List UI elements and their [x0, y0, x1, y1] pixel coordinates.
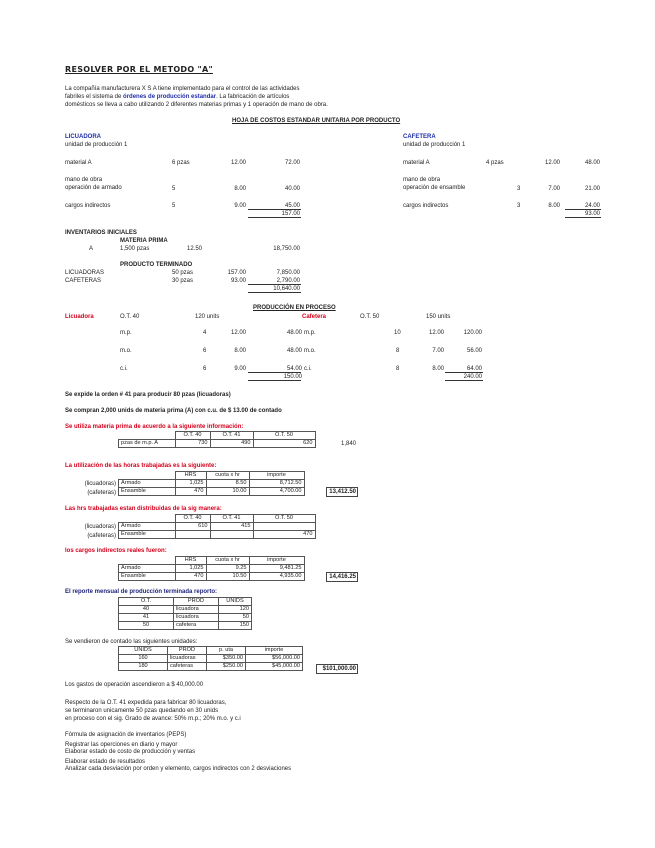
hrs-use-heading: La utilización de las horas trabajadas es la siguiente: [65, 463, 217, 469]
ci-total: 14,416.25 [329, 574, 356, 580]
proc-r2-label2: m.o. [304, 348, 316, 354]
ci-r1-label: Armado [119, 565, 176, 573]
hrs-use-r1-hrs: 1,025 [175, 480, 206, 488]
ci-r1-importe: 9,481.25 [249, 565, 304, 573]
proceso-licuadora: Licuadora [65, 314, 94, 320]
report-r2-units: 50 [219, 614, 252, 622]
hrs-dist-table [118, 514, 316, 539]
pt-sum-line [248, 284, 301, 285]
proc-r3-qty: 6 [203, 366, 207, 372]
proc-lic-sum: 150.00 [283, 374, 302, 380]
intro-line-1: La compañía manufacturera X S A tiene implementado para el control de las actividades [65, 86, 300, 92]
hrs-use-r2-hrs: 470 [175, 488, 206, 496]
licuadora-r1-qty: 6 pzas [172, 160, 190, 166]
report-r3-prod: cafetera [174, 622, 219, 630]
proc-r1-price: 12.00 [230, 330, 246, 336]
proc-r1-total2: 120.00 [463, 330, 482, 336]
cafetera-r2-total: 21.00 [584, 186, 600, 192]
licuadora-r2-total: 40.00 [284, 186, 300, 192]
ci-header-hrs: HRS [175, 557, 206, 565]
mp-use-ot41: 490 [210, 440, 253, 448]
mp-use-ot50: 620 [253, 440, 315, 448]
hrs-use-table [118, 471, 305, 496]
sales-header-importe: importe [246, 647, 303, 655]
final-line-4: Elaborar estado de resultados [65, 759, 146, 765]
intro-highlight: órdenes de producción estandar [123, 94, 217, 100]
hrs-use-header-importe: importe [249, 472, 304, 480]
proc-r3-label2: c.i. [304, 366, 312, 372]
proc-r3-total: 54.00 [286, 366, 302, 372]
cafetera-r1-price: 12.00 [544, 160, 560, 166]
cafetera-heading: CAFETERA [403, 134, 436, 140]
page-title: RESOLVER POR EL METODO "A" [65, 65, 213, 74]
report-header-ot: O.T. [119, 598, 174, 606]
proc-r1-qty: 4 [203, 330, 207, 336]
proceso-lic-units: 120 units [195, 314, 220, 320]
sales-r1-importe: $56,000.00 [246, 655, 303, 663]
hrs-dist-header-2: O.T. 41 [210, 515, 253, 523]
cafetera-r1-total: 48.00 [584, 160, 600, 166]
hrs-use-header-hrs: HRS [175, 472, 206, 480]
mp-use-ot40: 730 [175, 440, 210, 448]
cafetera-r2-price: 7.00 [548, 186, 560, 192]
pt-sum-underline [248, 292, 301, 293]
cafetera-r1-qty: 4 pzas [486, 160, 504, 166]
licuadora-r1-price: 12.00 [230, 160, 246, 166]
report-r2-prod: licuadora [174, 614, 219, 622]
respecto-line-3: en proceso con el sig. Grado de avance: 50% m.p.; 20% m.o. y c.i [65, 716, 241, 722]
proc-r3-qty2: 8 [396, 366, 400, 372]
proc-r3-price2: 8.00 [432, 366, 444, 372]
licuadora-r2-label: operación de armado [65, 185, 122, 191]
cafetera-r2-heading: mano de obra [403, 177, 441, 183]
licuadora-r2-price: 8.00 [234, 186, 246, 192]
proceso-lic-ot: O.T. 40 [120, 314, 140, 320]
sales-r2-prod: cafeteras [168, 663, 207, 671]
ci-r2-label: Ensamble [119, 573, 176, 581]
licuadora-sum: 157.00 [281, 211, 300, 217]
proc-r2-total: 48.00 [286, 348, 302, 354]
proc-r1-qty2: 10 [394, 330, 401, 336]
proc-r1-label: m.p. [120, 330, 132, 336]
ci-r1-hrs: 1,025 [175, 565, 206, 573]
sales-r1-prod: licuadoras [168, 655, 207, 663]
hrs-use-r1-side: (licuadoras) [84, 481, 116, 487]
report-r1-ot: 40 [119, 606, 174, 614]
proc-r3-label: c.i. [120, 366, 128, 372]
hrs-use-total: 13,412.50 [329, 489, 356, 495]
sales-header-price: p. uta [207, 647, 246, 655]
respecto-line-1: Respecto de la O.T. 41 expedida para fabricar 80 licuadoras, [65, 700, 227, 706]
licuadora-heading: LICUADORA [65, 134, 101, 140]
mp-use-header-2: O.T. 41 [210, 432, 253, 440]
pt1-qty: 50 pzas [172, 270, 194, 276]
proceso-heading: PRODUCCIÓN EN PROCESO [253, 305, 336, 311]
licuadora-r2-qty: 5 [172, 186, 176, 192]
cafetera-sum-underline [565, 217, 601, 218]
ci-table [118, 556, 305, 581]
pt2-qty: 30 pzas [172, 278, 194, 284]
report-r3-ot: 50 [119, 622, 174, 630]
proc-r2-label: m.o. [120, 348, 132, 354]
final-line-3: Elaborar estado de costo de producción y ventas [65, 749, 196, 755]
hoja-title: HOJA DE COSTOS ESTANDAR UNITARIA POR PRODUCTO [232, 118, 401, 124]
licuadora-r3-price: 9.00 [234, 203, 246, 209]
hrs-dist-r1-label: Armado [119, 523, 176, 531]
ci-r2-hrs: 470 [175, 573, 206, 581]
final-line-1: Fórmula de asignación de inventarios (PEPS) [65, 732, 187, 738]
proc-r3-total2: 64.00 [466, 366, 482, 372]
cafetera-r3-total: 24.00 [584, 203, 600, 209]
report-table [118, 597, 252, 630]
hrs-use-r2-rate: 10.00 [206, 488, 249, 496]
sales-total: $101,000.00 [322, 666, 356, 672]
sales-r1-price: $350.00 [207, 655, 246, 663]
cafetera-sum: 93.00 [584, 211, 600, 217]
proc-r1-price2: 12.00 [428, 330, 444, 336]
producto-terminado-heading: PRODUCTO TERMINADO [120, 262, 193, 268]
licuadora-r2-heading: mano de obra [65, 177, 103, 183]
proc-r2-total2: 56.00 [466, 348, 482, 354]
proc-caf-sum-line [445, 372, 483, 373]
proc-caf-sum-underline [445, 380, 483, 381]
cafetera-r2-label: operación de ensamble [403, 185, 466, 191]
respecto-line-2: se terminaron unicamente 50 pzas quedando en 30 unids [65, 708, 219, 714]
licuadora-unit: unidad de producción 1 [65, 142, 128, 148]
cafetera-sum-line [565, 209, 601, 210]
pt-sum: 10,640.00 [273, 286, 300, 292]
ci-heading: los cargos indirectos reales fueron: [65, 548, 167, 554]
statement-orden-41: Se expide la orden # 41 para producir 80 pzas (licuadoras) [65, 392, 231, 398]
hrs-use-r1-importe: 8,712.50 [249, 480, 304, 488]
hrs-dist-header-3: O.T. 50 [253, 515, 315, 523]
hrs-dist-r1-v2: 415 [210, 523, 253, 531]
licuadora-r3-qty: 5 [172, 203, 176, 209]
hrs-dist-r2-label: Ensamble [119, 531, 176, 539]
mp-use-table [118, 431, 316, 448]
proc-lic-sum-underline [248, 380, 301, 381]
proc-r2-qty2: 8 [396, 348, 400, 354]
pt1-price: 157.00 [227, 270, 246, 276]
report-r2-ot: 41 [119, 614, 174, 622]
proceso-cafetera: Cafetera [302, 314, 327, 320]
cafetera-r3-qty: 3 [517, 203, 521, 209]
cafetera-r1-label: material A [403, 160, 430, 166]
ci-r2-importe: 4,935.00 [249, 573, 304, 581]
hrs-use-r1-rate: 8.50 [206, 480, 249, 488]
hrs-use-r2-label: Ensamble [119, 488, 176, 496]
ci-r2-rate: 10.50 [206, 573, 249, 581]
proc-r2-price2: 7.00 [432, 348, 444, 354]
cafetera-r3-label: cargos indirectos [403, 203, 449, 209]
pt2-label: CAFETERAS [65, 278, 102, 284]
mp-use-total: 1,840 [340, 441, 356, 447]
hrs-dist-r2-v1 [175, 531, 210, 539]
hrs-dist-header-1: O.T. 40 [175, 515, 210, 523]
cafetera-r2-qty: 3 [517, 186, 521, 192]
proceso-caf-units: 150 units [426, 314, 451, 320]
report-heading: El reporte mensual de producción terminada reporto: [65, 589, 218, 595]
mp-total: 18,750.00 [273, 246, 300, 252]
licuadora-r1-total: 72.00 [284, 160, 300, 166]
statement-compra: Se compran 2,000 unids de materia prima (A) con c.u. de $ 13.00 de contado [65, 408, 282, 414]
mp-qty: 1,500 pzas [120, 246, 150, 252]
proc-caf-sum: 240.00 [463, 374, 482, 380]
inventarios-heading: INVENTARIOS INICIALES [65, 230, 137, 236]
hrs-dist-r2-side: (cafeteras) [87, 533, 116, 539]
proc-r2-qty: 6 [203, 348, 207, 354]
report-header-prod: PROD [174, 598, 219, 606]
proceso-caf-ot: O.T. 50 [360, 314, 380, 320]
final-line-5: Analizar cada desviación por orden y elemento, cargos indirectos con 2 desviaciones [65, 766, 292, 772]
report-header-units: UNIDS [219, 598, 252, 606]
report-r3-units: 150 [219, 622, 252, 630]
report-r1-units: 120 [219, 606, 252, 614]
proc-r1-total: 48.00 [286, 330, 302, 336]
report-r1-prod: licuadora [174, 606, 219, 614]
licuadora-r3-total: 45.00 [284, 203, 300, 209]
pt2-total: 2,790.00 [276, 278, 300, 284]
sales-heading: Se vendieron de contado las siguientes unidades: [65, 639, 198, 645]
pt2-price: 93.00 [230, 278, 246, 284]
mp-price: 12.50 [187, 246, 203, 252]
hrs-dist-r1-v3 [253, 523, 315, 531]
hrs-use-r2-importe: 4,700.00 [249, 488, 304, 496]
sales-table [118, 646, 303, 671]
proc-r3-price: 9.00 [234, 366, 246, 372]
sales-r2-price: $250.00 [207, 663, 246, 671]
hrs-use-header-rate: cuota x hr [206, 472, 249, 480]
hrs-dist-r2-v2 [210, 531, 253, 539]
final-line-2: Registrar las operciones en diario y mayor [65, 742, 178, 748]
gastos-operacion: Los gastos de operación ascendieron a $ 40,000.00 [65, 682, 204, 688]
mp-use-header-3: O.T. 50 [253, 432, 315, 440]
hrs-use-r2-side: (cafeteras) [87, 490, 116, 496]
ci-header-importe: importe [249, 557, 304, 565]
sales-r1-units: 160 [119, 655, 168, 663]
pt1-label: LICUADORAS [65, 270, 105, 276]
intro-line-3: domésticos se lleva a cabo utilizando 2 diferentes materias primas y 1 operación de mano de obra. [65, 102, 328, 108]
pt1-total: 7,850.00 [276, 270, 300, 276]
sales-r2-units: 180 [119, 663, 168, 671]
licuadora-r1-label: material A [65, 160, 92, 166]
proc-r2-price: 8.00 [234, 348, 246, 354]
hrs-use-r1-label: Armado [119, 480, 176, 488]
mp-use-header-1: O.T. 40 [175, 432, 210, 440]
hrs-dist-heading: Las hrs trabajadas estan distribuidas de la sig manera: [65, 506, 222, 512]
sales-header-prod: PROD [168, 647, 207, 655]
hrs-dist-r1-side: (licuadoras) [84, 524, 116, 530]
mp-use-row-label: pzas de m.p. A [119, 440, 176, 448]
sales-header-units: UNIDS [119, 647, 168, 655]
mp-use-heading: Se utiliza materia prima de acuerdo a la siguiente información: [65, 424, 244, 430]
ci-header-rate: cuota x hr [206, 557, 249, 565]
licuadora-sum-underline [248, 217, 301, 218]
cafetera-r3-price: 8.00 [548, 203, 560, 209]
licuadora-r3-label: cargos indirectos [65, 203, 111, 209]
mp-code: A [89, 246, 94, 252]
materia-prima-heading: MATERIA PRIMA [120, 238, 168, 244]
ci-r1-rate: 9.25 [206, 565, 249, 573]
licuadora-sum-line [248, 209, 301, 210]
cafetera-unit: unidad de producción 1 [403, 142, 466, 148]
proc-lic-sum-line [248, 372, 301, 373]
intro-line-2: fabriles el sistema de órdenes de producción estandar. La fabricación de artículos [65, 94, 290, 100]
proc-r1-label2: m.p. [304, 330, 316, 336]
hrs-dist-r2-v3: 470 [253, 531, 315, 539]
sales-r2-importe: $45,000.00 [246, 663, 303, 671]
hrs-dist-r1-v1: 610 [175, 523, 210, 531]
